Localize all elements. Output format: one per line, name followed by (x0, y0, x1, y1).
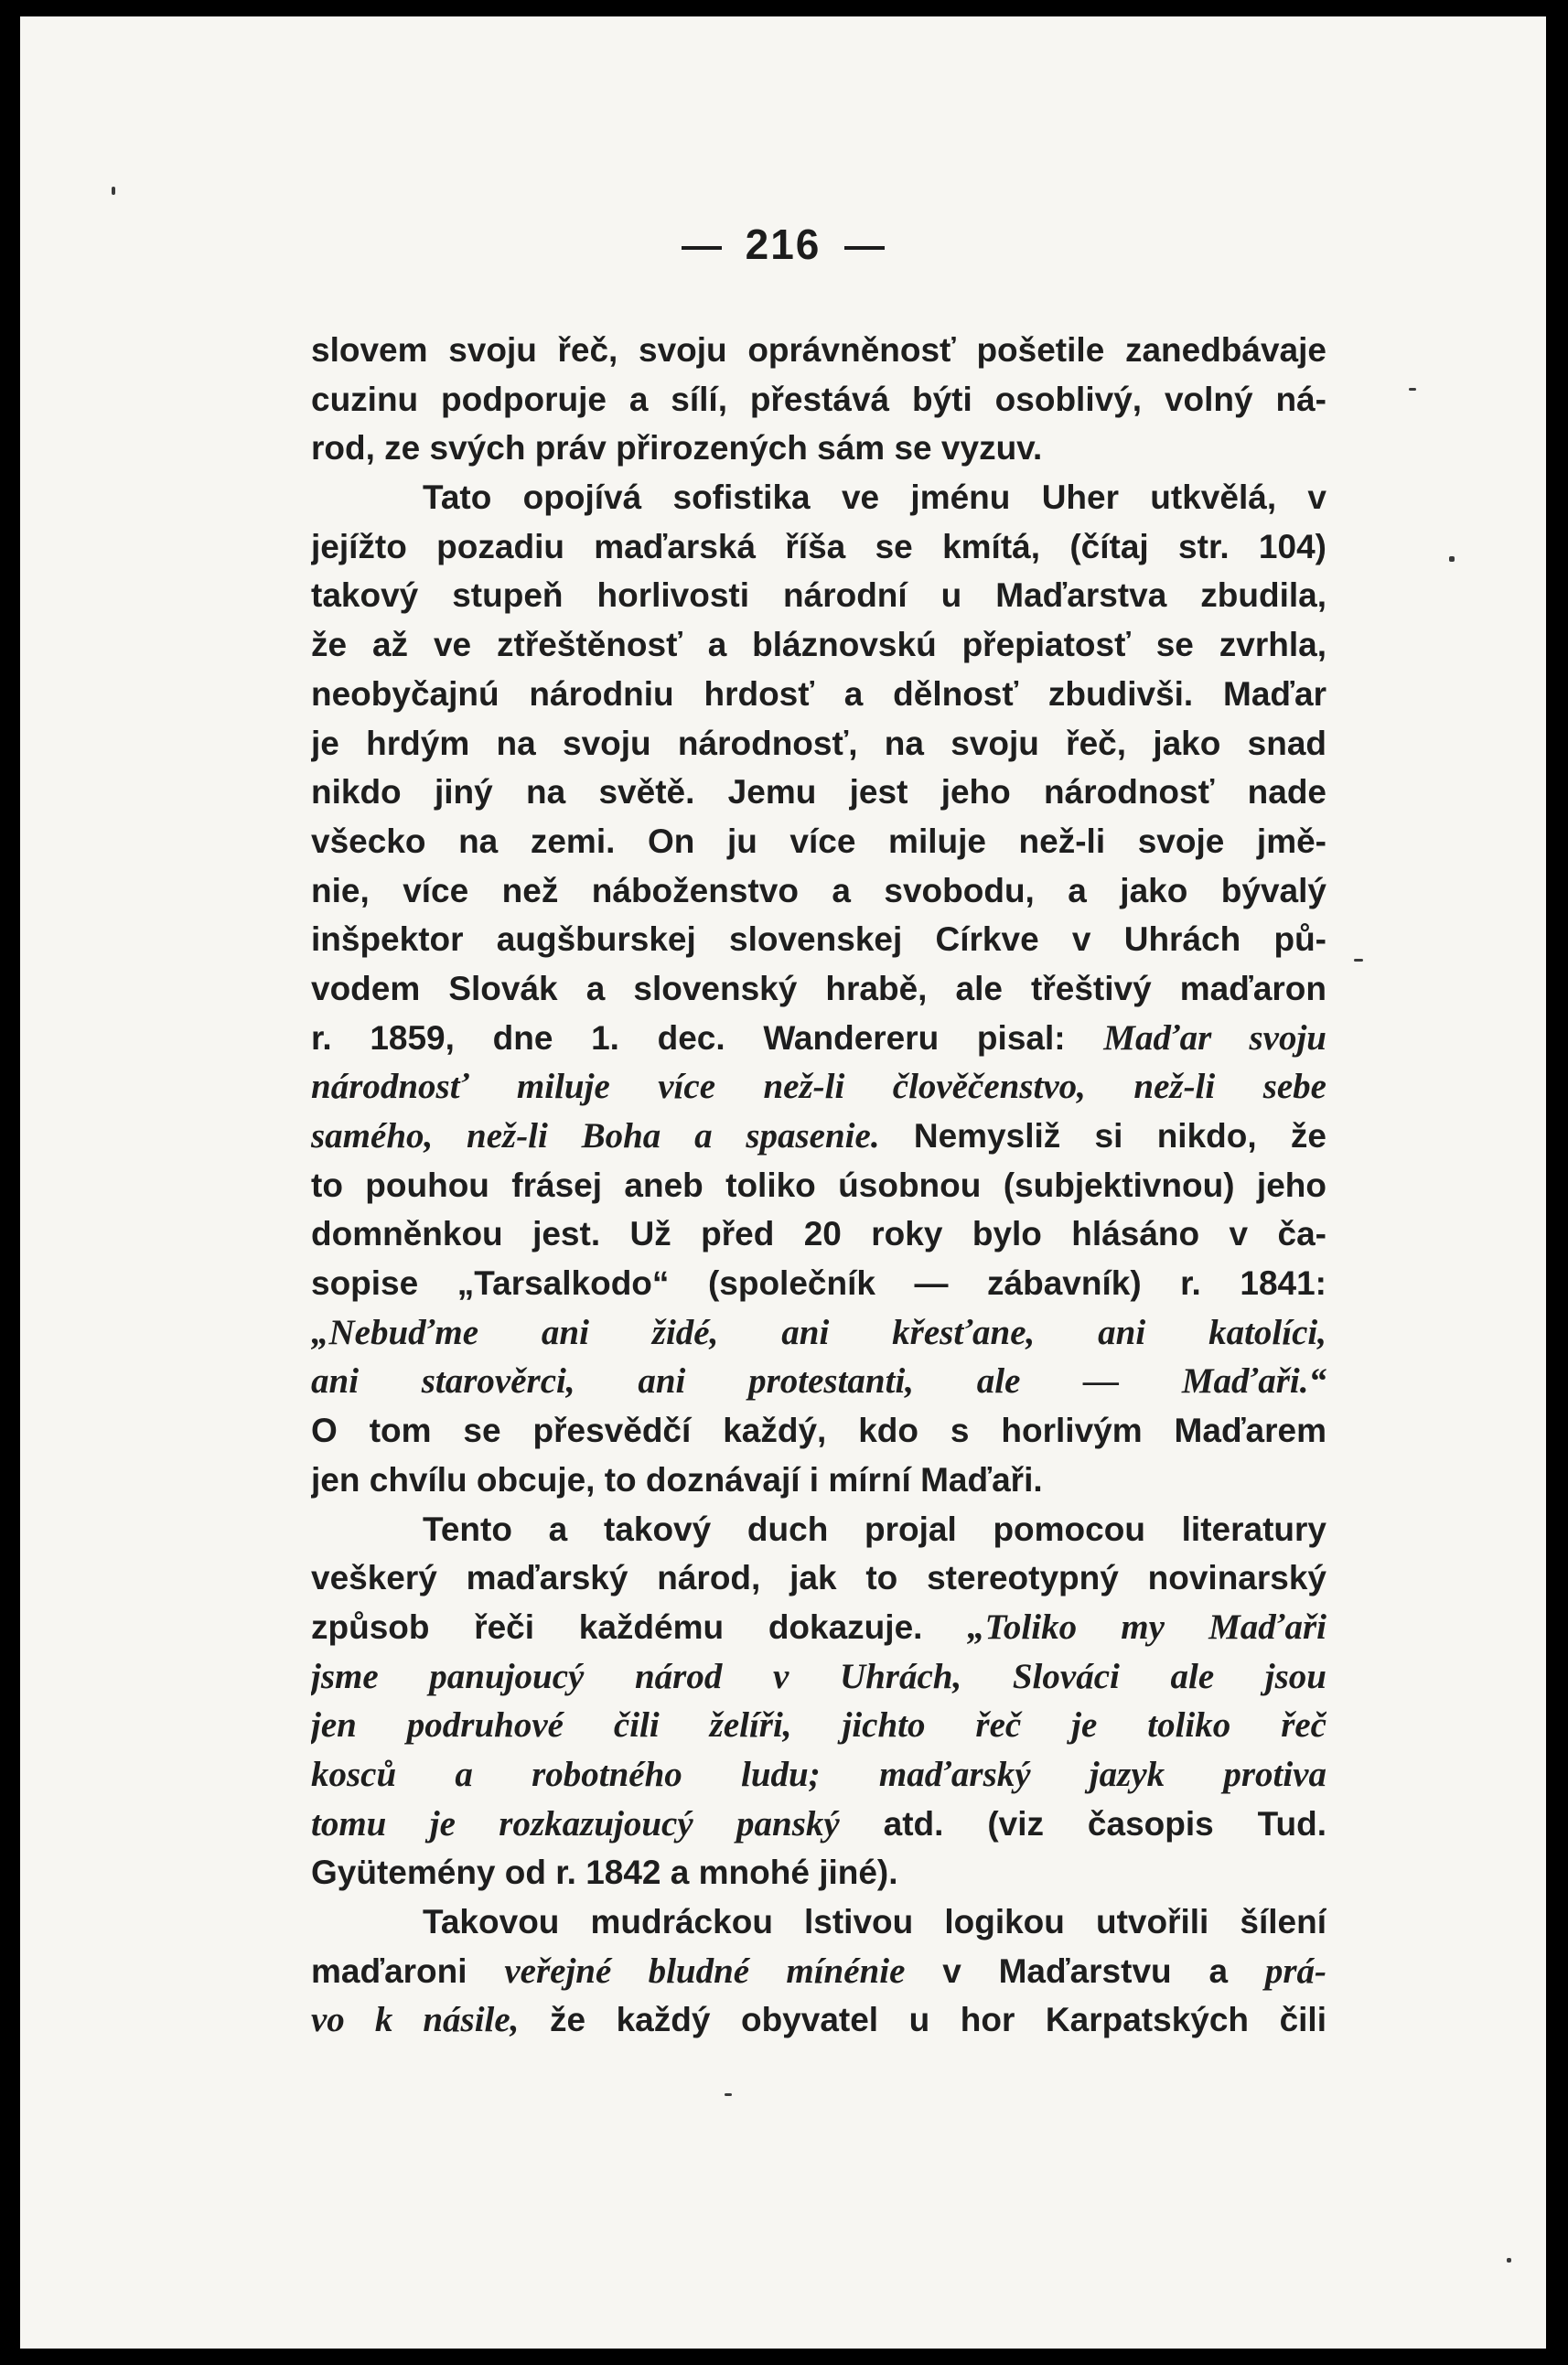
page-number: 216 (745, 220, 822, 268)
text-segment: neobyčajnú národniu hrdosť a dělnosť zbudivši. Maďar (311, 674, 1326, 713)
italic-text-segment: jsme panujoucý národ v Uhrách, Slováci ale jsou (311, 1656, 1326, 1696)
text-line (311, 1308, 1326, 1358)
text-line (311, 1062, 1326, 1112)
text-line (311, 1652, 1326, 1702)
text-segment: Tento a takový duch projal pomocou literatury (423, 1510, 1326, 1548)
text-line (311, 1259, 1326, 1308)
text-line (311, 866, 1326, 916)
text-line (311, 1603, 1326, 1652)
book-page (20, 16, 1546, 2349)
text-line (311, 1456, 1326, 1505)
italic-text-segment: ani starověrci, ani protestanti, ale — Maďaři.“ (311, 1361, 1326, 1402)
text-line (311, 1014, 1326, 1063)
text-line (311, 719, 1326, 769)
scan-speck (1409, 388, 1416, 391)
text-segment: Takovou mudráckou lstivou logikou utvořili šílení (423, 1903, 1326, 1940)
text-segment: rod, ze svých práv přirozených sám se vyzuv. (311, 429, 1043, 468)
text-segment: veškerý maďarský národ, jak to stereotypný novinarský (311, 1559, 1326, 1597)
text-line (311, 1357, 1326, 1406)
text-line (311, 1848, 1326, 1897)
text-segment: v Maďarstvu a (905, 1951, 1265, 1990)
text-segment: Tato opojívá sofistika ve jménu Uher utkvělá, v (423, 478, 1326, 517)
text-segment: maďaroni (311, 1951, 505, 1990)
body-text (311, 326, 1326, 2045)
italic-text-segment: národnosť miluje více než-li člověčenstvo, než-li sebe (311, 1067, 1326, 1107)
text-line (311, 1209, 1326, 1259)
text-line (311, 915, 1326, 964)
text-segment: O tom se přesvědčí každý, kdo s horlivým Maďarem (311, 1412, 1326, 1450)
scan-speck (112, 187, 115, 195)
text-segment: takový stupeň horlivosti národní u Maďarstva zbudila, (311, 576, 1326, 615)
text-line (311, 1995, 1326, 2045)
text-segment: to pouhou frásej aneb toliko úsobnou (subjektivnou) jeho (311, 1166, 1326, 1204)
text-segment: Gyütemény od r. 1842 a mnohé jiné). (311, 1854, 898, 1892)
scan-speck (1354, 959, 1363, 962)
italic-text-segment: samého, než-li Boha a spasenie. (311, 1116, 880, 1156)
italic-text-segment: Maďar svoju (1103, 1017, 1326, 1058)
text-line (311, 670, 1326, 719)
text-line (311, 817, 1326, 866)
text-segment: je hrdým na svoju národnosť, na svoju řeč, jako snad (311, 724, 1326, 762)
text-line (311, 375, 1326, 425)
italic-text-segment: „Toliko my Maďaři (967, 1607, 1326, 1647)
header-dash-left (682, 246, 722, 250)
text-line (311, 1112, 1326, 1161)
text-line (311, 1505, 1326, 1554)
text-segment: cuzinu podporuje a sílí, přestává býti osoblivý, volný ná- (311, 380, 1326, 418)
text-line (311, 326, 1326, 375)
text-segment: jen chvílu obcuje, to doznávají i mírní Maďaři. (311, 1460, 1043, 1499)
scan-speck (725, 2093, 732, 2096)
italic-text-segment: kosců a robotného ludu; maďarský jazyk protiva (311, 1754, 1326, 1794)
italic-text-segment: prá- (1264, 1951, 1326, 1991)
text-line (311, 1800, 1326, 1849)
text-segment: atd. (viz časopis Tud. (839, 1804, 1326, 1843)
text-segment: způsob řeči každému dokazuje. (311, 1607, 968, 1646)
text-line (311, 1406, 1326, 1456)
header-dash-right (844, 246, 885, 250)
text-segment: že až ve ztřeštěnosť a bláznovskú přepiatosť se zvrhla, (311, 626, 1326, 664)
scan-speck (1507, 2258, 1511, 2263)
text-segment: že každý obyvatel u hor Karpatských čili (519, 2001, 1326, 2039)
text-segment: nikdo jiný na světě. Jemu jest jeho národnosť nade (311, 773, 1326, 812)
text-line (311, 1161, 1326, 1210)
italic-text-segment: veřejné bludné mínénie (504, 1951, 906, 1991)
text-line (311, 473, 1326, 522)
italic-text-segment: tomu je rozkazujoucý panský (311, 1803, 840, 1844)
text-line (311, 1553, 1326, 1603)
text-line (311, 1750, 1326, 1800)
scan-speck (1449, 556, 1455, 562)
text-segment: Nemysliž si nikdo, že (879, 1117, 1326, 1155)
text-segment: slovem svoju řeč, svoju oprávněnosť pošetile zanedbávaje (311, 331, 1326, 369)
text-segment: domněnkou jest. Už před 20 roky bylo hlásáno v ča- (311, 1215, 1326, 1253)
italic-text-segment: vo k násile, (311, 2000, 520, 2040)
text-line (311, 1701, 1326, 1750)
text-line (311, 571, 1326, 620)
italic-text-segment: jen podruhové čili želíři, jichto řeč je toliko řeč (311, 1705, 1326, 1746)
page-header (20, 220, 1546, 269)
text-line (311, 768, 1326, 817)
text-line (311, 1897, 1326, 1947)
text-segment: jejížto pozadiu maďarská říša se kmítá, (čítaj str. 104) (311, 527, 1326, 565)
text-line (311, 1947, 1326, 1996)
text-line (311, 964, 1326, 1014)
text-segment: všecko na zemi. On ju více miluje než-li svoje jmě- (311, 822, 1326, 860)
text-segment: nie, více než náboženstvo a svobodu, a jako bývalý (311, 871, 1326, 909)
text-segment: sopise „Tarsalkodo“ (společník — zábavník) r. 1841: (311, 1264, 1326, 1303)
text-segment: inšpektor augšburskej slovenskej Církve v Uhrách pů- (311, 920, 1326, 959)
text-line (311, 522, 1326, 572)
text-segment: r. 1859, dne 1. dec. Wandereru pisal: (311, 1018, 1104, 1057)
text-line (311, 620, 1326, 670)
text-segment: vodem Slovák a slovenský hrabě, ale třeštivý maďaron (311, 969, 1326, 1007)
italic-text-segment: „Nebuďme ani židé, ani křesťane, ani katolíci, (311, 1312, 1326, 1352)
text-line (311, 424, 1326, 473)
